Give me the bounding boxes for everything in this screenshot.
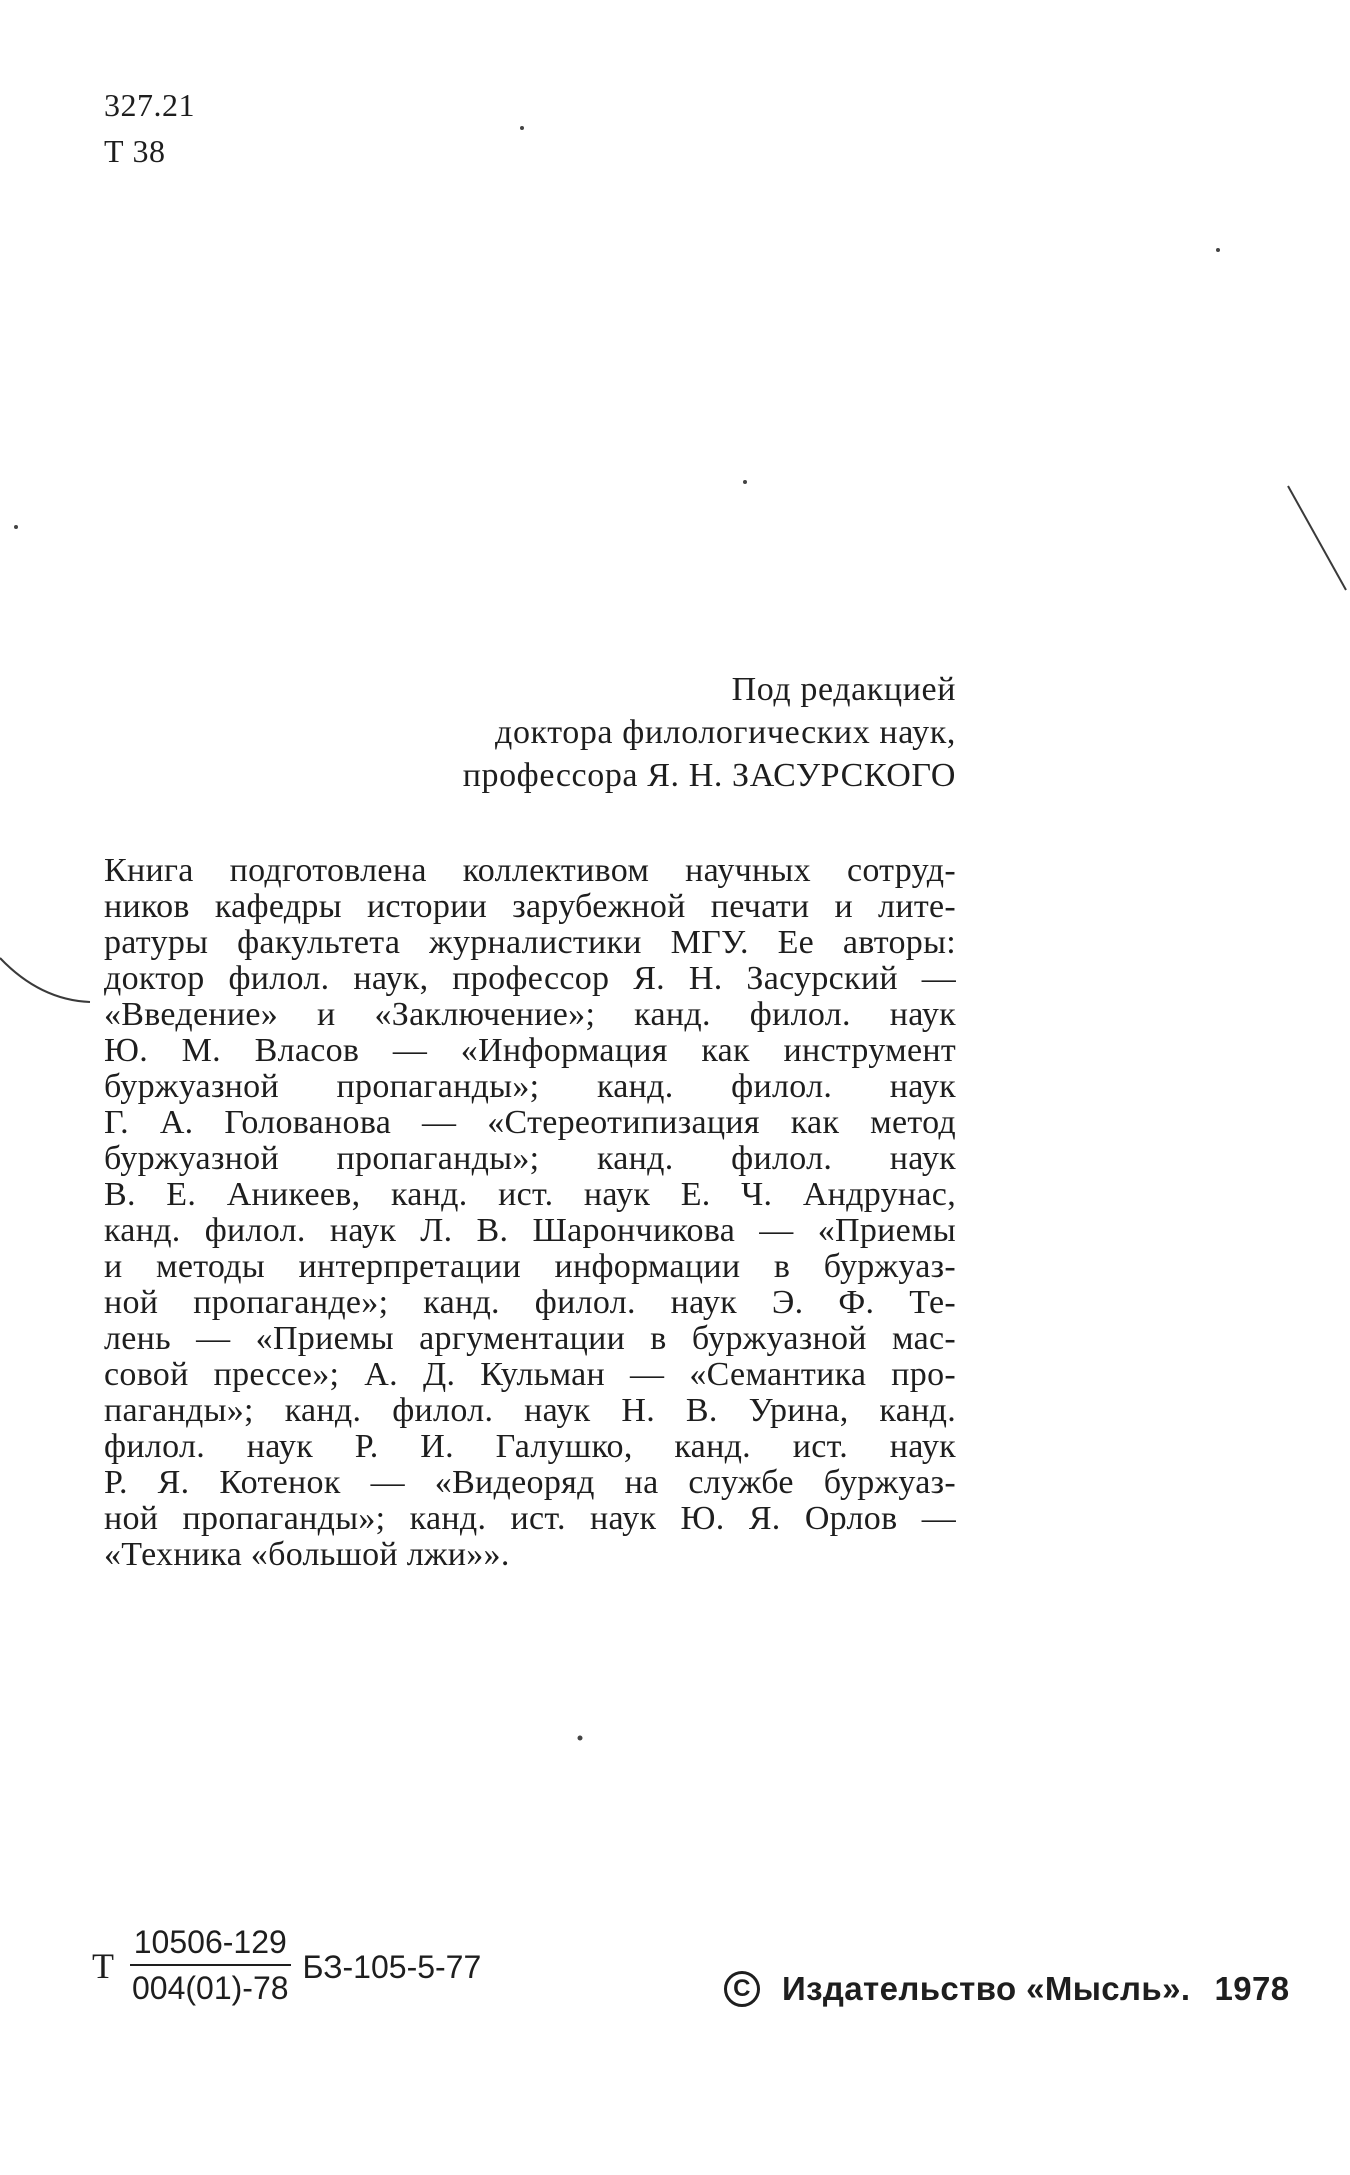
catalog-denominator: 004(01)-78 bbox=[132, 1970, 289, 2006]
description-line: и методы интерпретации информации в буржуаз- bbox=[104, 1249, 956, 1285]
scan-scratch-line bbox=[1288, 486, 1346, 590]
editor-line-1: Под редакцией bbox=[731, 671, 956, 708]
editor-credit bbox=[463, 668, 956, 797]
description-line: ной пропаганды»; канд. ист. наук Ю. Я. Орлов — bbox=[104, 1501, 956, 1537]
description-line: совой прессе»; А. Д. Кульман — «Семантика про- bbox=[104, 1357, 956, 1393]
description-line: ников кафедры истории зарубежной печати и лите- bbox=[104, 889, 956, 925]
description-line: Книга подготовлена коллективом научных сотруд- bbox=[104, 853, 956, 889]
description-line: буржуазной пропаганды»; канд. филол. наук bbox=[104, 1069, 956, 1105]
catalog-numerator: 10506-129 bbox=[130, 1922, 291, 1966]
scan-speck bbox=[578, 1736, 583, 1741]
description-line: Р. Я. Котенок — «Видеоряд на службе буржуаз- bbox=[104, 1465, 956, 1501]
description-line: буржуазной пропаганды»; канд. филол. наук bbox=[104, 1141, 956, 1177]
classification-block bbox=[104, 82, 195, 174]
catalog-letter: Т bbox=[92, 1946, 114, 1986]
catalog-index bbox=[92, 1915, 481, 2015]
description-line: В. Е. Аникеев, канд. ист. наук Е. Ч. Андрунас, bbox=[104, 1177, 956, 1213]
description-line: Ю. М. Власов — «Информация как инструмент bbox=[104, 1033, 956, 1069]
description-line: доктор филол. наук, профессор Я. Н. Засурский — bbox=[104, 961, 956, 997]
description-line: «Техника «большой лжи»». bbox=[104, 1537, 510, 1573]
catalog-fraction bbox=[128, 1922, 293, 2008]
description-line: «Введение» и «Заключение»; канд. филол. наук bbox=[104, 997, 956, 1033]
description-line: ной пропаганде»; канд. филол. наук Э. Ф. Те- bbox=[104, 1285, 956, 1321]
author-mark: Т 38 bbox=[104, 133, 166, 169]
udc-index: 327.21 bbox=[104, 87, 195, 123]
description-line: филол. наук Р. И. Галушко, канд. ист. наук bbox=[104, 1429, 956, 1465]
publication-year: 1978 bbox=[1214, 1970, 1290, 2007]
scan-speck bbox=[1216, 248, 1220, 252]
publisher-name: Издательство «Мысль». bbox=[782, 1970, 1191, 2007]
scan-speck bbox=[743, 480, 747, 484]
scan-speck bbox=[520, 126, 524, 130]
editor-line-3: профессора Я. Н. ЗАСУРСКОГО bbox=[462, 757, 956, 794]
scan-speck bbox=[14, 525, 18, 529]
copyright-notice bbox=[724, 1970, 1289, 2008]
scan-scratch-curve bbox=[0, 958, 90, 1002]
description-line: ратуры факультета журналистики МГУ. Ее авторы: bbox=[104, 925, 956, 961]
book-description bbox=[104, 853, 956, 1573]
description-line: лень — «Приемы аргументации в буржуазной мас- bbox=[104, 1321, 956, 1357]
description-line: канд. филол. наук Л. В. Шарончикова — «Приемы bbox=[104, 1213, 956, 1249]
editor-line-2: доктора филологических наук, bbox=[495, 714, 956, 751]
description-line: паганды»; канд. филол. наук Н. В. Урина, канд. bbox=[104, 1393, 956, 1429]
copyright-icon: C bbox=[724, 1971, 760, 2007]
catalog-code: БЗ-105-5-77 bbox=[302, 1948, 482, 1985]
description-line: Г. А. Голованова — «Стереотипизация как метод bbox=[104, 1105, 956, 1141]
